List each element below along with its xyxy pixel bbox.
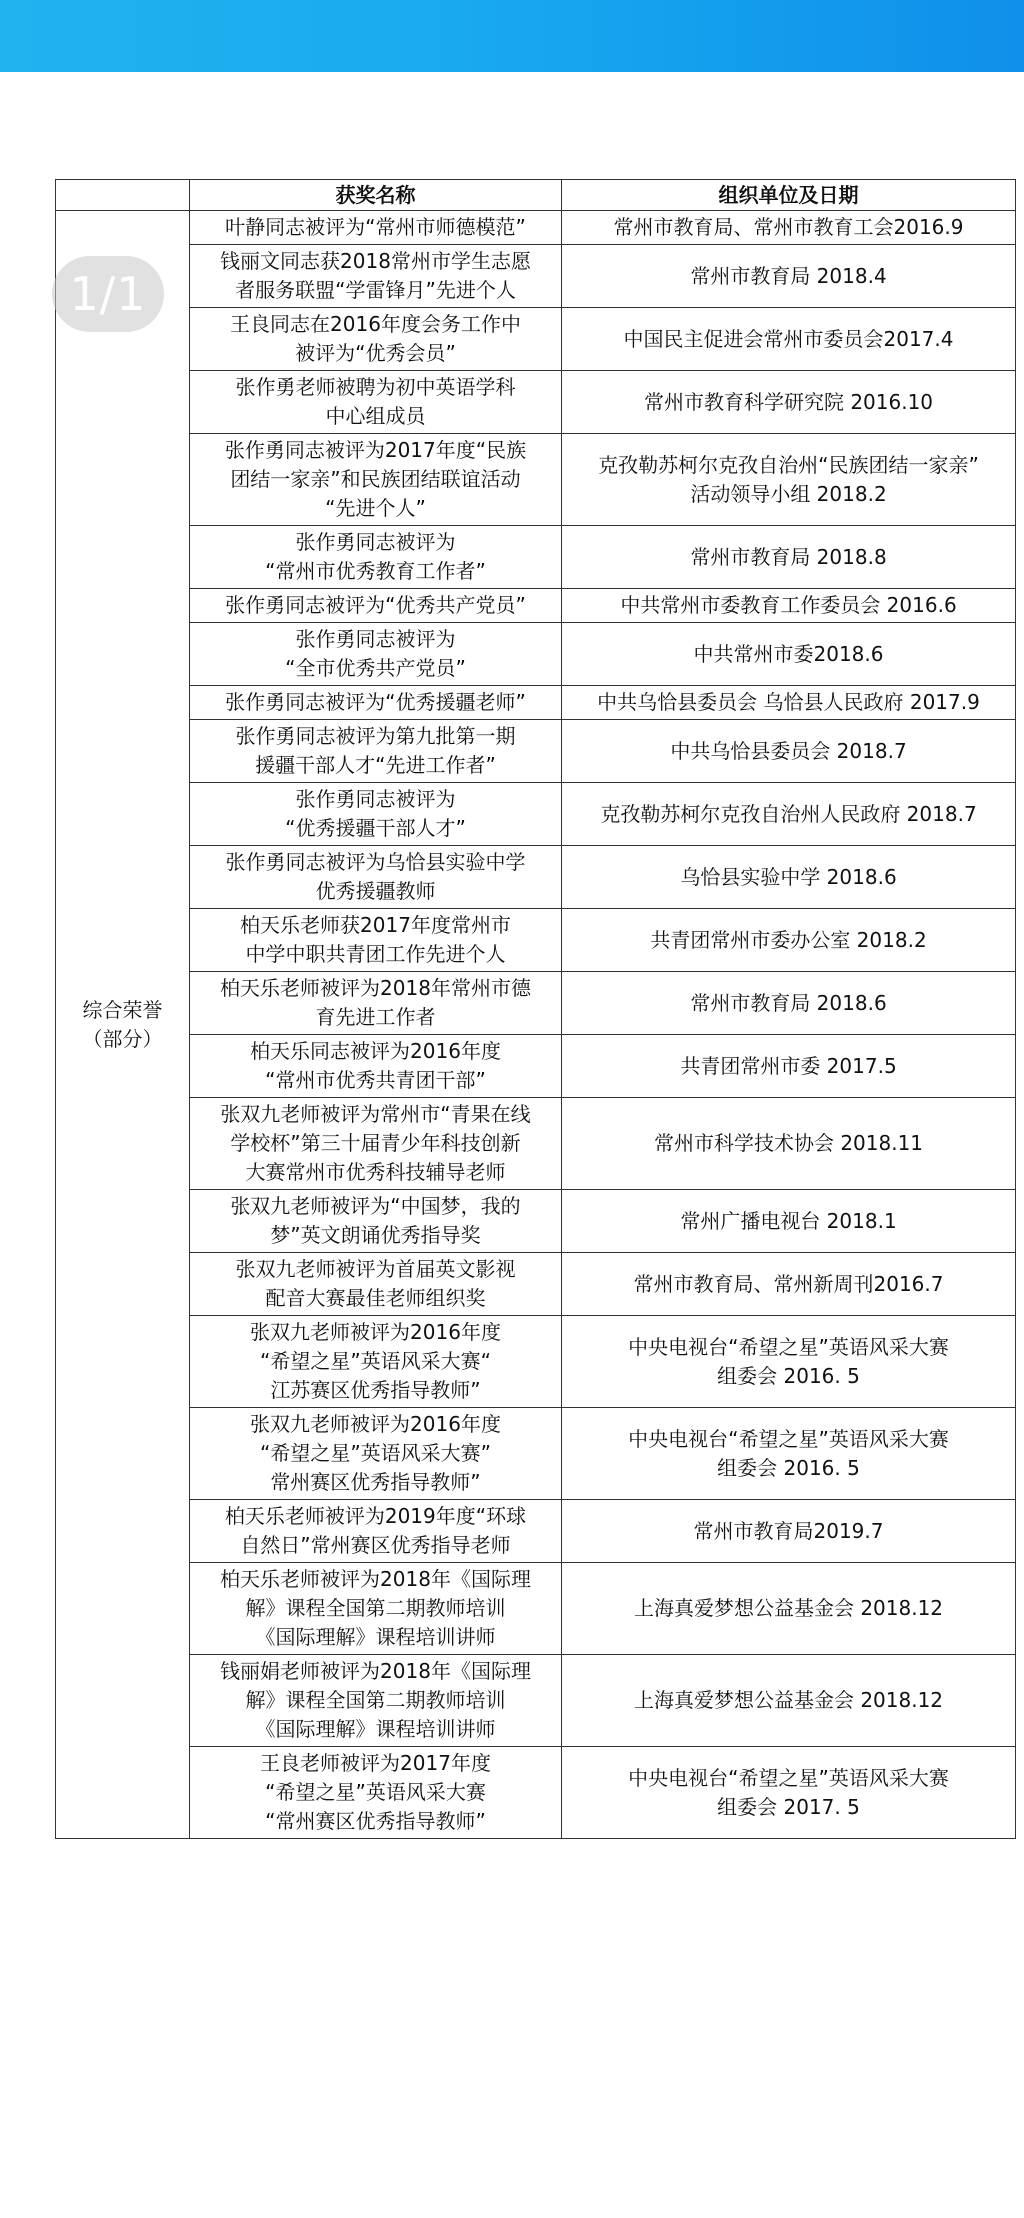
organizer-date-cell: 中共乌恰县委员会 乌恰县人民政府 2017.9 bbox=[562, 686, 1016, 720]
organizer-date-cell: 常州广播电视台 2018.1 bbox=[562, 1190, 1016, 1253]
award-name-cell: 柏天乐老师被评为2018年《国际理 解》课程全国第二期教师培训 《国际理解》课程培训讲师 bbox=[190, 1563, 562, 1655]
organizer-date-cell: 常州市教育科学研究院 2016.10 bbox=[562, 371, 1016, 434]
organizer-date-cell: 常州市教育局、常州新周刊2016.7 bbox=[562, 1253, 1016, 1316]
organizer-date-cell: 常州市科学技术协会 2018.11 bbox=[562, 1098, 1016, 1190]
award-name-cell: 张作勇同志被评为乌恰县实验中学 优秀援疆教师 bbox=[190, 846, 562, 909]
organizer-date-cell: 中央电视台“希望之星”英语风采大赛 组委会 2016. 5 bbox=[562, 1408, 1016, 1500]
table-row bbox=[56, 783, 1016, 846]
organizer-date-cell: 中共常州市委2018.6 bbox=[562, 623, 1016, 686]
table-row bbox=[56, 686, 1016, 720]
organizer-date-cell: 常州市教育局2019.7 bbox=[562, 1500, 1016, 1563]
award-name-cell: 柏天乐同志被评为2016年度 “常州市优秀共青团干部” bbox=[190, 1035, 562, 1098]
award-name-cell: 张双九老师被评为“中国梦，我的 梦”英文朗诵优秀指导奖 bbox=[190, 1190, 562, 1253]
award-name-cell: 张双九老师被评为2016年度 “希望之星”英语风采大赛“ 江苏赛区优秀指导教师” bbox=[190, 1316, 562, 1408]
award-name-cell: 张作勇老师被聘为初中英语学科 中心组成员 bbox=[190, 371, 562, 434]
table-row bbox=[56, 1035, 1016, 1098]
page-counter-badge: 1/1 bbox=[52, 256, 164, 332]
table-body bbox=[56, 211, 1016, 1839]
award-name-cell: 钱丽娟老师被评为2018年《国际理 解》课程全国第二期教师培训 《国际理解》课程培训讲师 bbox=[190, 1655, 562, 1747]
table-row bbox=[56, 623, 1016, 686]
table-row bbox=[56, 526, 1016, 589]
table-row bbox=[56, 589, 1016, 623]
award-name-cell: 张双九老师被评为2016年度 “希望之星”英语风采大赛” 常州赛区优秀指导教师” bbox=[190, 1408, 562, 1500]
table-header-row bbox=[56, 180, 1016, 211]
table-row bbox=[56, 308, 1016, 371]
category-cell: 综合荣誉 （部分） bbox=[56, 211, 190, 1839]
award-name-cell: 张作勇同志被评为 “常州市优秀教育工作者” bbox=[190, 526, 562, 589]
organizer-date-cell: 共青团常州市委 2017.5 bbox=[562, 1035, 1016, 1098]
award-name-cell: 王良老师被评为2017年度 “希望之星”英语风采大赛 “常州赛区优秀指导教师” bbox=[190, 1747, 562, 1839]
award-name-cell: 张作勇同志被评为“优秀共产党员” bbox=[190, 589, 562, 623]
award-name-cell: 柏天乐老师被评为2019年度“环球 自然日”常州赛区优秀指导老师 bbox=[190, 1500, 562, 1563]
award-name-cell: 张双九老师被评为常州市“青果在线 学校杯”第三十届青少年科技创新 大赛常州市优秀科技辅导老师 bbox=[190, 1098, 562, 1190]
table-row bbox=[56, 846, 1016, 909]
honors-table bbox=[55, 179, 1016, 1839]
table-row bbox=[56, 245, 1016, 308]
table-row bbox=[56, 1655, 1016, 1747]
award-name-cell: 钱丽文同志获2018常州市学生志愿 者服务联盟“学雷锋月”先进个人 bbox=[190, 245, 562, 308]
award-name-cell: 张双九老师被评为首届英文影视 配音大赛最佳老师组织奖 bbox=[190, 1253, 562, 1316]
organizer-date-cell: 乌恰县实验中学 2018.6 bbox=[562, 846, 1016, 909]
table-row bbox=[56, 1747, 1016, 1839]
table-row bbox=[56, 720, 1016, 783]
organizer-date-cell: 常州市教育局、常州市教育工会2016.9 bbox=[562, 211, 1016, 245]
organizer-date-cell: 克孜勒苏柯尔克孜自治州人民政府 2018.7 bbox=[562, 783, 1016, 846]
organizer-date-cell: 共青团常州市委办公室 2018.2 bbox=[562, 909, 1016, 972]
award-name-cell: 张作勇同志被评为 “全市优秀共产党员” bbox=[190, 623, 562, 686]
table-row bbox=[56, 1190, 1016, 1253]
award-name-cell: 叶静同志被评为“常州市师德模范” bbox=[190, 211, 562, 245]
table-row bbox=[56, 909, 1016, 972]
organizer-date-cell: 中共乌恰县委员会 2018.7 bbox=[562, 720, 1016, 783]
category-header-cell bbox=[56, 180, 190, 211]
table-row bbox=[56, 1316, 1016, 1408]
organizer-date-cell: 中共常州市委教育工作委员会 2016.6 bbox=[562, 589, 1016, 623]
award-name-cell: 王良同志在2016年度会务工作中 被评为“优秀会员” bbox=[190, 308, 562, 371]
table-row bbox=[56, 211, 1016, 245]
table-row bbox=[56, 1098, 1016, 1190]
organizer-date-cell: 上海真爱梦想公益基金会 2018.12 bbox=[562, 1563, 1016, 1655]
organizer-date-cell: 常州市教育局 2018.4 bbox=[562, 245, 1016, 308]
award-name-cell: 张作勇同志被评为第九批第一期 援疆干部人才“先进工作者” bbox=[190, 720, 562, 783]
organizer-date-cell: 中央电视台“希望之星”英语风采大赛 组委会 2016. 5 bbox=[562, 1316, 1016, 1408]
organizer-date-cell: 常州市教育局 2018.6 bbox=[562, 972, 1016, 1035]
award-name-cell: 张作勇同志被评为“优秀援疆老师” bbox=[190, 686, 562, 720]
award-name-cell: 柏天乐老师被评为2018年常州市德 育先进工作者 bbox=[190, 972, 562, 1035]
award-name-cell: 张作勇同志被评为2017年度“民族 团结一家亲”和民族团结联谊活动 “先进个人” bbox=[190, 434, 562, 526]
table-row bbox=[56, 1408, 1016, 1500]
table-row bbox=[56, 972, 1016, 1035]
table-row bbox=[56, 1563, 1016, 1655]
award-name-cell: 张作勇同志被评为 “优秀援疆干部人才” bbox=[190, 783, 562, 846]
top-header-bar bbox=[0, 0, 1024, 72]
organizer-date-cell: 上海真爱梦想公益基金会 2018.12 bbox=[562, 1655, 1016, 1747]
table-row bbox=[56, 1253, 1016, 1316]
organizer-date-header: 组织单位及日期 bbox=[562, 180, 1016, 211]
organizer-date-cell: 中央电视台“希望之星”英语风采大赛 组委会 2017. 5 bbox=[562, 1747, 1016, 1839]
table-row bbox=[56, 434, 1016, 526]
award-name-header: 获奖名称 bbox=[190, 180, 562, 211]
organizer-date-cell: 常州市教育局 2018.8 bbox=[562, 526, 1016, 589]
award-name-cell: 柏天乐老师获2017年度常州市 中学中职共青团工作先进个人 bbox=[190, 909, 562, 972]
table-row bbox=[56, 1500, 1016, 1563]
organizer-date-cell: 中国民主促进会常州市委员会2017.4 bbox=[562, 308, 1016, 371]
organizer-date-cell: 克孜勒苏柯尔克孜自治州“民族团结一家亲” 活动领导小组 2018.2 bbox=[562, 434, 1016, 526]
table-row bbox=[56, 371, 1016, 434]
